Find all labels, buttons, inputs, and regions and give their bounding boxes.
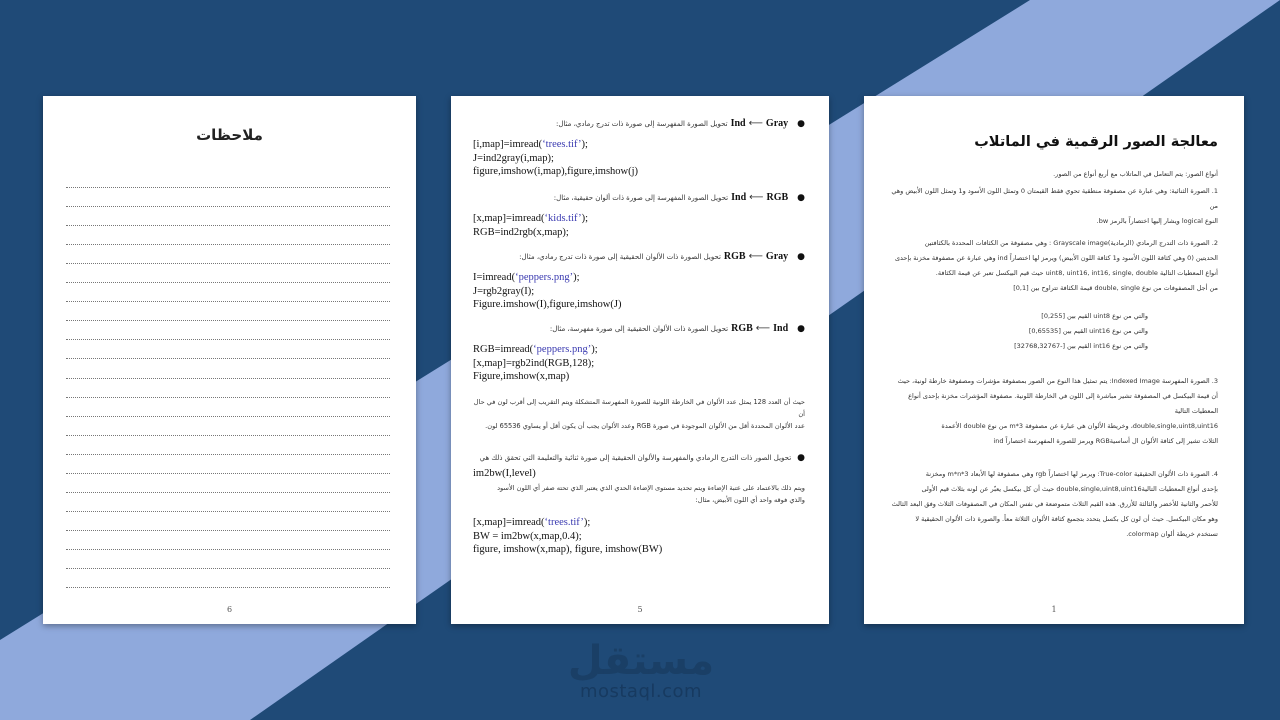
intro-line: والتي من نوع int16 القيم بين [-32768,32767] — [1014, 342, 1148, 350]
conversion-description: تحويل الصورة ذات الألوان الحقيقية إلى صورة مفهرسة، مثال: — [549, 325, 729, 333]
intro-page — [864, 96, 1244, 624]
arrow-icon: ⟵ — [749, 192, 764, 203]
code-line: [x,map]=imread(‘trees.tif’); — [473, 517, 591, 528]
notes-line — [66, 493, 390, 512]
intro-item-indexed — [888, 374, 1218, 449]
intro-line: وهو مكان البيكسل. حيث أن لون كل بكسل يتحدد بتجميع كثافة الألوان الثلاثة معاً. والصورة ذات الألوان الحقيقية لا — [915, 515, 1218, 523]
code-line: J=ind2gray(i,map); — [473, 152, 554, 164]
notes-line — [66, 398, 390, 417]
source-type: RGB — [731, 323, 753, 334]
bw-heading — [473, 452, 805, 464]
intro-lead: أنواع الصور: يتم التعامل في الماتلاب مع أربع أنواع من الصور. — [1053, 170, 1218, 178]
notes-line — [66, 245, 390, 264]
code-line: figure, imshow(x,map), figure, imshow(BW) — [473, 544, 663, 555]
intro-line: بإحدى أنواع المعطيات التاليةdouble,single,uint8,uint16 حيث أن كل بيكسل يعبّر عن لونه بثلاث قيم الأولى — [921, 485, 1218, 493]
notes-line — [66, 455, 390, 474]
code-line: J=rgb2gray(I); — [473, 285, 535, 297]
conversion-description: تحويل الصورة ذات الألوان الحقيقية إلى صورة ذات تدرج رمادي، مثال: — [519, 253, 721, 261]
notes-line — [66, 321, 390, 340]
bw-description — [473, 482, 805, 506]
source-type: Ind — [730, 118, 746, 129]
bullet-icon: ● — [797, 252, 805, 262]
notes-line — [66, 340, 390, 359]
intro-line: والتي من نوع uint8 القيم بين [0,255] — [1041, 312, 1148, 320]
intro-line: الثلاث تشير إلى كثافة الألوان ال أساسيةRGB ويرمز للصورة المفهرسة اختصاراً ind — [993, 437, 1218, 445]
note-paragraph — [473, 396, 805, 432]
intro-line: 3. الصورة المفهرسة Indexed Image: يتم تمثيل هذا النوع من الصور بمصفوفة مؤشرات ومصفوفة خارطة لونية، حيث — [897, 377, 1218, 385]
target-type: Ind — [773, 323, 789, 334]
bw-heading-text: تحويل الصور ذات التدرج الرمادي والمفهرسة والألوان الحقيقية إلى صورة ثنائية والتعليمة التي تحقق ذلك هي — [479, 454, 792, 462]
note-line: عدد الألوان المحددة أقل من الألوان الموجودة في صورة RGB وعدد الألوان يجب أن يكون أقل أو يساوي 65536 لون. — [485, 422, 805, 430]
intro-line: 2. الصورة ذات التدرج الرمادي (الرمادية)Grayscale image : وهي مصفوفة من الكثافات المحددة بالكثافتين — [924, 239, 1218, 247]
conversion-description: تحويل الصورة المفهرسة إلى صورة ذات ألوان حقيقية، مثال: — [553, 194, 729, 202]
logo-domain: mostaql.com — [579, 681, 703, 702]
code-line: Figure,imshow(x,map) — [473, 371, 570, 382]
source-type: Ind — [731, 192, 747, 203]
intro-item-truecolor — [888, 467, 1218, 542]
notes-page — [43, 96, 416, 624]
intro-line: والتي من نوع uint16 القيم بين [0,65535] — [1028, 327, 1148, 335]
code-block — [473, 138, 805, 179]
intro-line: 1. الصورة الثنائية: وهي عبارة عن مصفوفة منطقية تحوي فقط القيمتان 0 وتمثل اللون الأسود و1 وتمثل اللون الأبيض وهي من — [891, 187, 1218, 210]
code-line: RGB=imread(‘peppers.png’); — [473, 344, 598, 355]
bullet-icon: ● — [797, 453, 805, 463]
code-page — [451, 96, 829, 624]
intro-line: تستخدم خريطة ألوان colormap. — [1126, 530, 1218, 538]
notes-line — [66, 417, 390, 436]
intro-line: 4. الصورة ذات الألوان الحقيقية True-color: ويرمز لها اختصاراً rgb وهي مصفوفة لها الأبعاد m*n*3 ومخزنة — [925, 470, 1218, 478]
conversion-heading — [473, 118, 805, 130]
code-line: BW = im2bw(x,map,0.4); — [473, 530, 582, 542]
mostaql-logo — [561, 640, 721, 702]
bw-desc-line: والذي فوقه واحد أي اللون الأبيض، مثال: — [695, 496, 805, 504]
intro-line: أن قيمة البيكسل في المصفوفة تشير مباشرة إلى اللون في الخارطة اللونية. مصفوفة المؤشرات مخزنة بإحدى أنواع المعطيات التالية — [908, 392, 1218, 415]
logo-arabic: مستقل — [567, 638, 715, 684]
code-line: [x,map]=rgb2ind(RGB,128); — [473, 357, 595, 369]
notes-line — [66, 531, 390, 550]
notes-line — [66, 188, 390, 207]
notes-line — [66, 359, 390, 378]
notes-line — [66, 379, 390, 398]
bw-code-block — [473, 516, 805, 557]
notes-line — [66, 264, 390, 283]
notes-line — [66, 302, 390, 321]
notes-line — [66, 512, 390, 531]
intro-line: الحديتين (0 وهي كثافة اللون الأسود و1 كثافة اللون الأبيض) ويرمز لها اختصاراً ind وهي عبارة عن مصفوفة مخزنة بإحدى — [894, 254, 1218, 262]
conversion-heading — [473, 323, 805, 335]
notes-lines — [66, 169, 390, 588]
intro-line: النوع logical ويشار إليها اختصاراً بالرمز bw. — [1096, 217, 1218, 225]
intro-item-binary — [888, 184, 1218, 229]
bullet-icon: ● — [797, 324, 805, 334]
notes-line — [66, 550, 390, 569]
arrow-icon: ⟵ — [748, 118, 763, 129]
intro-item-grayscale — [888, 236, 1218, 296]
notes-line — [66, 226, 390, 245]
code-block — [473, 271, 805, 312]
notes-line — [66, 207, 390, 226]
code-line: I=imread(‘peppers.png’); — [473, 272, 580, 283]
source-type: RGB — [723, 251, 746, 262]
intro-line: أنواع المعطيات التالية uint8, uint16, int16, single, double حيث قيم البيكسل تعبر عن قيمة الكثافة. — [935, 269, 1218, 277]
code-line: RGB=ind2rgb(x,map); — [473, 226, 569, 238]
intro-item-grayscale-ranges — [888, 309, 1218, 354]
intro-line: من أجل المصفوفات من نوع double, single قيمة الكثافة تتراوح بين [0,1] — [1013, 284, 1218, 292]
conversion-heading — [473, 251, 805, 263]
code-line: [i,map]=imread(‘trees.tif’); — [473, 139, 588, 150]
code-line: [x,map]=imread(‘kids.tif’); — [473, 213, 588, 224]
page-number: 5 — [637, 605, 643, 614]
intro-line: للأحمر والثانية للأخضر والثالثة للأزرق. هذه القيم الثلاث متموضعة في نفس المكان في المصفوفات الثلاث وفق البعد الثالث — [891, 500, 1218, 508]
note-line: حيث أن العدد 128 يمثل عدد الألوان في الخارطة اللونية للصورة المفهرسة المتشكلة ويتم التقريب إلى أقرب لون في حال أن — [473, 398, 805, 418]
intro-title: معالجة الصور الرقمية في الماتلاب — [974, 134, 1218, 150]
conversion-heading — [473, 192, 805, 204]
notes-title: ملاحظات — [196, 126, 263, 144]
page-number: 6 — [226, 605, 233, 614]
notes-line — [66, 474, 390, 493]
target-type: RGB — [766, 192, 789, 203]
code-line: figure,imshow(i,map),figure,imshow(j) — [473, 166, 639, 177]
conversion-description: تحويل الصورة المفهرسة إلى صورة ذات تدرج رمادي، مثال: — [555, 120, 728, 128]
notes-line — [66, 169, 390, 188]
target-type: Gray — [765, 251, 789, 262]
code-block — [473, 212, 805, 239]
code-line: Figure.imshow(I),figure,imshow(J) — [473, 299, 622, 310]
arrow-icon: ⟵ — [748, 251, 763, 262]
page-number: 1 — [1051, 605, 1057, 614]
notes-line — [66, 283, 390, 302]
target-type: Gray — [765, 118, 789, 129]
notes-line — [66, 436, 390, 455]
arrow-icon: ⟵ — [755, 323, 771, 334]
bullet-icon: ● — [797, 193, 805, 203]
bw-desc-line: ويتم ذلك بالاعتماد على عتبة الإضاءة ويتم تحديد مستوى الإضاءة الحدي الذي يعتبر الذي تحته صفر أي اللون الأسود — [497, 484, 805, 492]
bullet-icon: ● — [797, 119, 805, 129]
intro-line: double,single,uint8,uint16، وخريطة الألوان هي عبارة عن مصفوفة m*3 من نوع double الأعمدة — [941, 422, 1218, 430]
bw-function: im2bw(I,level) — [473, 468, 536, 479]
code-block — [473, 343, 805, 384]
notes-line — [66, 569, 390, 588]
